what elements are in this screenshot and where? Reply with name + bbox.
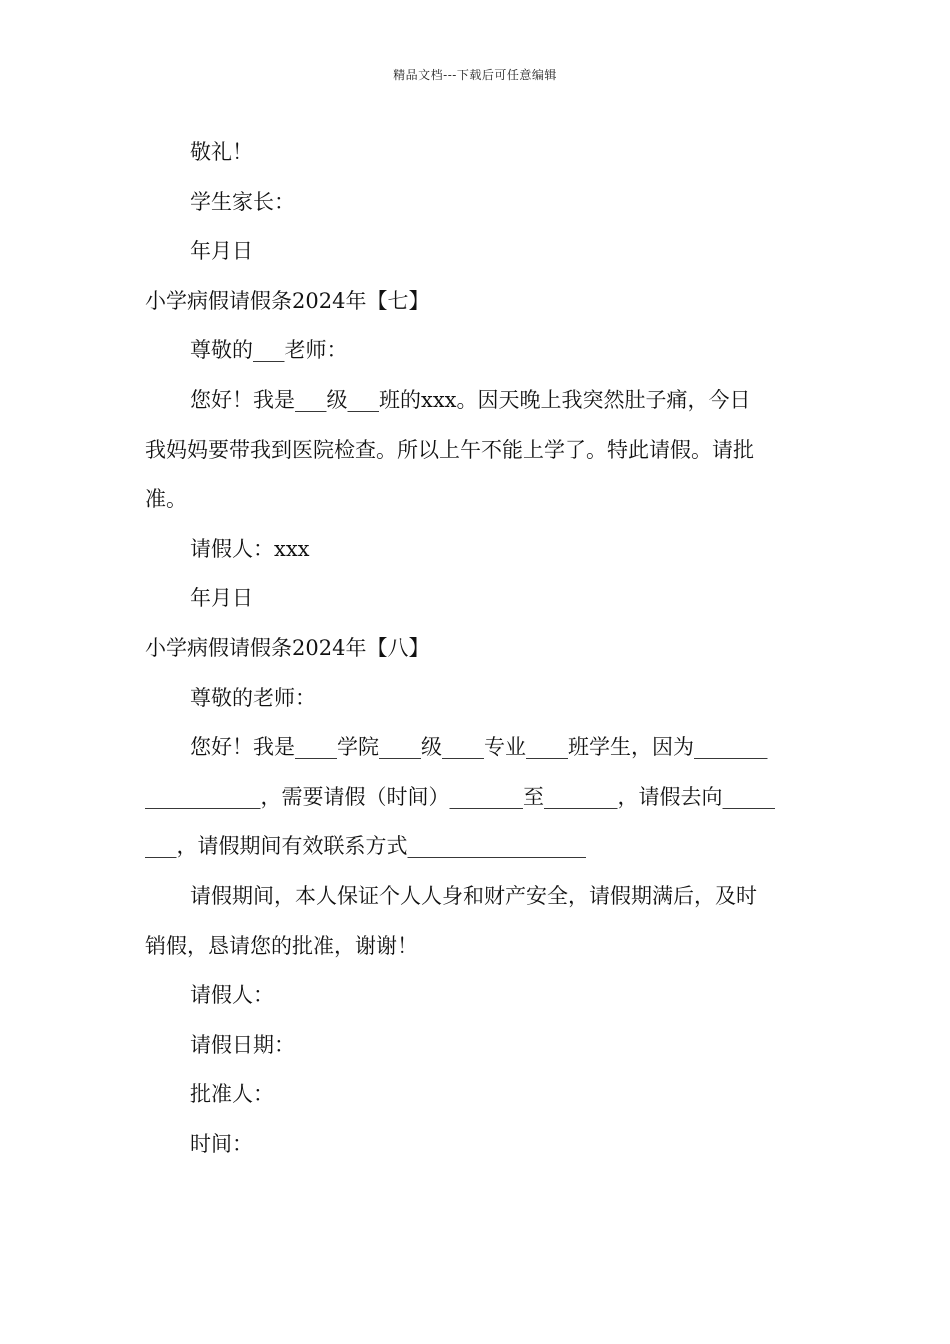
document-line: 请假人：xxx [190,536,310,561]
document-line: 敬礼！ [190,140,253,164]
document-line: 准。 [145,487,187,512]
document-line: 请假人： [190,983,274,1008]
document-line: 您好！我是___级___班的xxx。因天晚上我突然肚子痛，今日 [190,387,751,412]
document-line: ___________，需要请假（时间）_______至_______，请假去向_____ [145,784,775,809]
document-line: 尊敬的___老师： [190,338,348,363]
page-header: 精品文档---下载后可任意编辑 [393,68,557,82]
document-line: 请假日期： [190,1032,295,1057]
document-line: 尊敬的老师： [190,685,316,710]
document-line: 时间： [190,1131,253,1156]
document-line: 小学病假请假条2024年【七】 [145,288,430,313]
document-line: 学生家长： [190,189,295,214]
document-line: 年月日 [190,586,253,611]
document-line: 批准人： [190,1082,274,1107]
document-line: 销假，恳请您的批准，谢谢！ [145,933,418,958]
document-line: 您好！我是____学院____级____专业____班学生，因为_______ [190,735,768,760]
document-line: 小学病假请假条2024年【八】 [145,635,430,660]
document-line: 年月日 [190,239,253,264]
document-line: 请假期间，本人保证个人人身和财产安全，请假期满后，及时 [190,883,757,908]
document-line: ___，请假期间有效联系方式_________________ [145,834,586,859]
document-body [145,128,807,1169]
document-line: 我妈妈要带我到医院检查。所以上午不能上学了。特此请假。请批 [145,437,754,462]
